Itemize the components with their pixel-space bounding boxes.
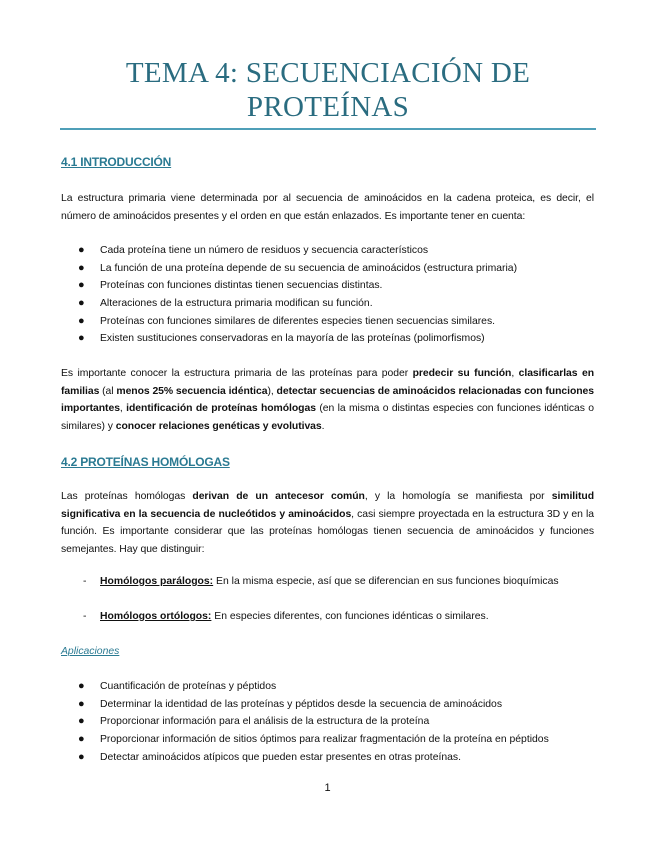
applications-subheading: Aplicaciones [61, 646, 120, 657]
bullet-icon: ● [78, 680, 85, 692]
list-item: ● Alteraciones de la estructura primaria modifican su función. [61, 295, 601, 313]
list-item: ● Cada proteína tiene un número de residuos y secuencia característicos [61, 242, 601, 260]
bullet-icon: ● [78, 314, 85, 327]
title-divider [60, 128, 596, 130]
bullet-icon: ● [78, 750, 85, 763]
list-item: ● Existen sustituciones conservadoras en la mayoría de las proteínas (polimorfismos) [61, 330, 601, 348]
page-number: 1 [324, 782, 331, 794]
list-item: ● Detectar aminoácidos atípicos que pueden estar presentes en otras proteínas. [61, 749, 601, 767]
bullet-icon: ● [78, 244, 85, 256]
bullet-icon: ● [78, 715, 85, 728]
bullet-icon: ● [78, 297, 85, 310]
list-item: ● Determinar la identidad de las proteínas y péptidos desde la secuencia de aminoácidos [61, 696, 601, 714]
list-item: ● Proporcionar información de sitios óptimos para realizar fragmentación de la proteína en péptidos [61, 731, 601, 749]
bullet-icon: ● [78, 733, 85, 746]
bullet-icon: ● [78, 279, 85, 292]
homologas-paragraph: Las proteínas homólogas derivan de un antecesor común, y la homología se manifiesta por similitud significativa en la secuencia de nucleótidos y aminoácidos, casi siempre proyectada en la estructura 3D y en la función. Es importante considerar que las proteínas homólogas tienen secuencia de aminoácidos y funciones semejantes. Hay que distinguir: [61, 491, 594, 555]
applications-bullet-list [61, 678, 601, 766]
intro-bullet-list [61, 242, 601, 348]
section-heading-homologas: 4.2 PROTEÍNAS HOMÓLOGAS [61, 455, 230, 469]
bullet-icon: ● [78, 697, 85, 710]
page-title: TEMA 4: SECUENCIACIÓN DE PROTEÍNAS [125, 57, 531, 123]
list-item: ● Proteínas con funciones distintas tienen secuencias distintas. [61, 277, 601, 295]
section-heading-intro: 4.1 INTRODUCCIÓN [61, 155, 172, 169]
list-item: ● Proteínas con funciones similares de diferentes especies tienen secuencias similares. [61, 313, 601, 331]
list-item: ● Cuantificación de proteínas y péptidos [61, 678, 601, 696]
homolog-type-paralog: - Homólogos parálogos: En la misma especie, así que se diferencian en sus funciones bioquímicas [83, 576, 559, 587]
homolog-type-ortholog: - Homólogos ortólogos: En especies diferentes, con funciones idénticas o similares. [83, 611, 489, 622]
intro-paragraph: La estructura primaria viene determinada por al secuencia de aminoácidos en la cadena proteica, es decir, el número de aminoácidos presentes y el orden en que están enlazados. Es importante tener en cuenta: [61, 193, 594, 222]
importance-paragraph: Es importante conocer la estructura primaria de las proteínas para poder predecir su función, clasificarlas en familias (al menos 25% secuencia idéntica), detectar secuencias de aminoácidos relacionadas con funciones importantes, identificación de proteínas homólogas (en la misma o distintas especies con funciones idénticas o similares) y conocer relaciones genéticas y evolutivas. [61, 368, 594, 432]
list-item: ● Proporcionar información para el análisis de la estructura de la proteína [61, 713, 601, 731]
bullet-icon: ● [78, 261, 85, 274]
list-item: ● La función de una proteína depende de su secuencia de aminoácidos (estructura primaria) [61, 260, 601, 278]
bullet-icon: ● [78, 332, 85, 345]
